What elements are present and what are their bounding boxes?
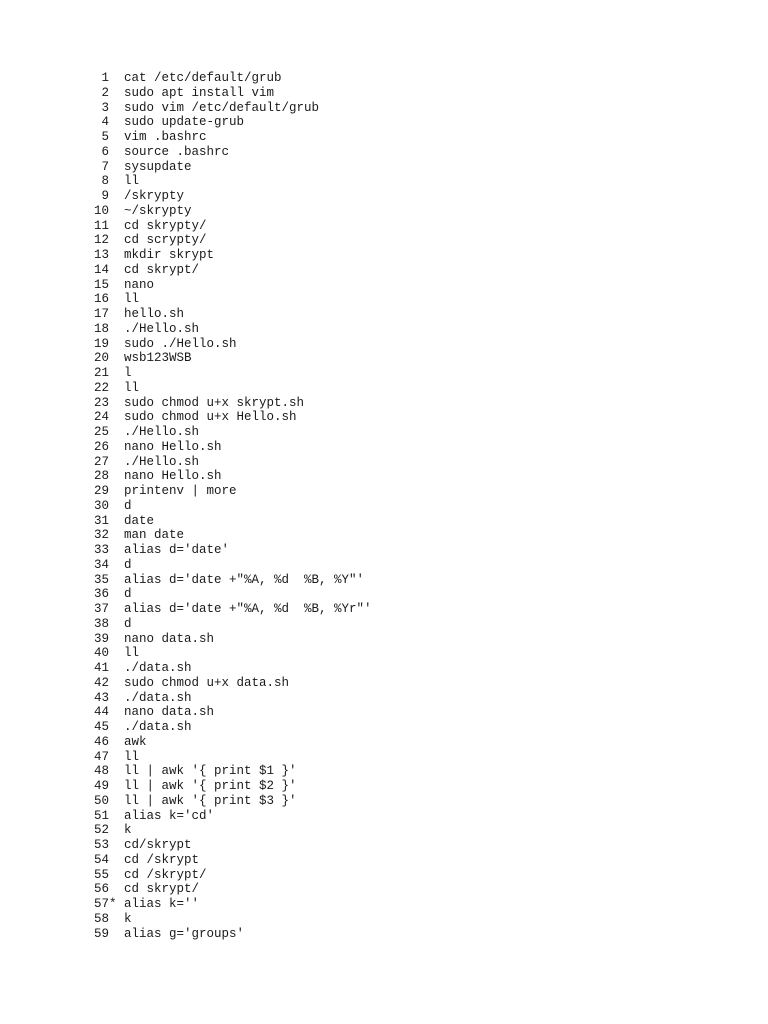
command-text: d — [124, 498, 132, 513]
command-text: sudo update-grub — [124, 115, 245, 130]
history-line — [88, 263, 372, 278]
history-line — [88, 720, 372, 735]
history-line — [88, 425, 372, 440]
modified-marker — [109, 204, 124, 219]
line-number: 10 — [93, 203, 109, 218]
modified-marker — [109, 823, 124, 838]
history-line — [88, 691, 372, 706]
command-text: sudo chmod u+x data.sh — [124, 675, 290, 690]
history-line — [88, 514, 372, 529]
command-text: ./Hello.sh — [124, 425, 200, 439]
history-line — [88, 469, 372, 484]
line-number: 46 — [93, 734, 109, 749]
command-text: d — [124, 557, 132, 572]
command-text: cd/skrypt — [124, 838, 192, 852]
line-number: 35 — [93, 572, 109, 587]
command-text: cat /etc/default/grub — [124, 71, 282, 85]
modified-marker — [109, 337, 124, 352]
modified-marker — [109, 587, 124, 602]
history-line — [88, 632, 372, 647]
history-line — [88, 779, 372, 794]
modified-marker — [109, 396, 124, 411]
modified-marker — [109, 809, 124, 824]
modified-marker — [109, 86, 124, 101]
line-number: 23 — [93, 395, 109, 410]
command-text: wsb123WSB — [124, 351, 192, 366]
line-number: 16 — [93, 292, 109, 307]
modified-marker — [109, 646, 124, 661]
modified-marker — [109, 71, 124, 86]
modified-marker — [109, 292, 124, 307]
modified-marker — [109, 366, 124, 381]
modified-marker — [109, 838, 124, 853]
line-number: 15 — [93, 277, 109, 292]
command-text: sudo apt install vim — [124, 85, 275, 100]
command-text: awk — [124, 734, 147, 749]
command-text: man date — [124, 528, 185, 543]
history-line — [88, 233, 372, 248]
command-text: nano Hello.sh — [124, 439, 222, 454]
line-number: 59 — [93, 926, 109, 941]
history-line — [88, 115, 372, 130]
command-text: ll | awk '{ print $1 }' — [124, 764, 297, 779]
command-text: ./data.sh — [124, 661, 192, 675]
modified-marker — [109, 499, 124, 514]
modified-marker — [109, 469, 124, 484]
line-number: 25 — [93, 425, 109, 439]
line-number: 41 — [93, 661, 109, 675]
history-line — [88, 823, 372, 838]
command-text: ./Hello.sh — [124, 454, 200, 469]
line-number: 8 — [101, 174, 109, 189]
modified-marker — [109, 425, 124, 440]
history-line — [88, 927, 372, 942]
modified-marker — [109, 514, 124, 529]
history-line — [88, 381, 372, 396]
command-text: ll — [124, 292, 140, 307]
modified-marker — [109, 882, 124, 897]
history-line — [88, 587, 372, 602]
command-text: alias d='date +"%A, %d %B, %Y"' — [124, 572, 365, 587]
history-line — [88, 278, 372, 293]
command-text: sudo vim /etc/default/grub — [124, 100, 320, 115]
command-text: d — [124, 587, 132, 602]
history-line — [88, 838, 372, 853]
modified-marker — [109, 661, 124, 676]
command-text: alias g='groups' — [124, 926, 245, 941]
modified-marker — [109, 720, 124, 735]
history-line — [88, 573, 372, 588]
command-text: ./data.sh — [124, 720, 192, 734]
line-number: 30 — [93, 498, 109, 513]
line-number: 11 — [93, 218, 109, 233]
line-number: 27 — [93, 454, 109, 469]
line-number: 34 — [93, 557, 109, 572]
modified-marker — [109, 455, 124, 470]
command-text: nano data.sh — [124, 705, 215, 720]
modified-marker — [109, 602, 124, 617]
line-number: 4 — [101, 115, 109, 130]
modified-marker — [109, 853, 124, 868]
command-text: ll — [124, 749, 140, 764]
line-number: 39 — [93, 631, 109, 646]
modified-marker — [109, 484, 124, 499]
history-line — [88, 897, 372, 912]
line-number: 7 — [101, 159, 109, 174]
line-number: 52 — [93, 823, 109, 838]
line-number: 26 — [93, 439, 109, 454]
history-line — [88, 543, 372, 558]
history-line — [88, 440, 372, 455]
line-number: 22 — [93, 380, 109, 395]
line-number: 3 — [101, 100, 109, 115]
line-number: 38 — [93, 616, 109, 631]
modified-marker — [109, 248, 124, 263]
command-text: printenv | more — [124, 484, 237, 498]
command-text: ll | awk '{ print $2 }' — [124, 779, 297, 793]
command-text: ll — [124, 174, 140, 189]
history-line — [88, 617, 372, 632]
history-line — [88, 764, 372, 779]
command-text: vim .bashrc — [124, 130, 207, 144]
command-text: cd skrypt/ — [124, 262, 200, 277]
modified-marker — [109, 764, 124, 779]
history-line — [88, 366, 372, 381]
modified-marker — [109, 912, 124, 927]
modified-marker — [109, 868, 124, 883]
command-text: source .bashrc — [124, 144, 230, 159]
line-number: 55 — [93, 867, 109, 882]
history-line — [88, 219, 372, 234]
line-number: 9 — [101, 189, 109, 203]
history-line — [88, 337, 372, 352]
line-number: 29 — [93, 484, 109, 498]
modified-marker — [109, 676, 124, 691]
history-line — [88, 558, 372, 573]
history-line — [88, 809, 372, 824]
history-line — [88, 101, 372, 116]
history-line — [88, 160, 372, 175]
line-number: 6 — [101, 144, 109, 159]
command-text: nano data.sh — [124, 631, 215, 646]
history-line — [88, 868, 372, 883]
history-line — [88, 912, 372, 927]
modified-marker — [109, 381, 124, 396]
command-text: alias k='cd' — [124, 808, 215, 823]
line-number: 49 — [93, 779, 109, 793]
modified-marker — [109, 145, 124, 160]
history-line — [88, 853, 372, 868]
history-line — [88, 750, 372, 765]
modified-marker — [109, 130, 124, 145]
history-line — [88, 174, 372, 189]
line-number: 14 — [93, 262, 109, 277]
line-number: 21 — [93, 366, 109, 380]
modified-marker — [109, 322, 124, 337]
history-line — [88, 676, 372, 691]
modified-marker — [109, 233, 124, 248]
line-number: 54 — [93, 852, 109, 867]
command-text: ~/skrypty — [124, 203, 192, 218]
history-line — [88, 499, 372, 514]
line-number: 45 — [93, 720, 109, 734]
command-text: date — [124, 513, 155, 528]
command-text: ./Hello.sh — [124, 321, 200, 336]
modified-marker — [109, 263, 124, 278]
line-number: 13 — [93, 248, 109, 262]
history-line — [88, 410, 372, 425]
command-text: hello.sh — [124, 307, 185, 321]
command-text: l — [124, 366, 132, 380]
command-text: cd /skrypt/ — [124, 867, 207, 882]
command-text: k — [124, 823, 132, 838]
line-number: 44 — [93, 705, 109, 720]
line-number: 2 — [101, 85, 109, 100]
modified-marker — [109, 750, 124, 765]
command-text: sudo ./Hello.sh — [124, 336, 237, 351]
history-line — [88, 602, 372, 617]
line-number: 53 — [93, 838, 109, 852]
history-line — [88, 882, 372, 897]
line-number: 48 — [93, 764, 109, 779]
command-text: sysupdate — [124, 159, 192, 174]
command-text: cd skrypty/ — [124, 218, 207, 233]
history-line — [88, 248, 372, 263]
modified-marker — [109, 278, 124, 293]
history-line — [88, 351, 372, 366]
line-number: 17 — [93, 307, 109, 321]
history-line — [88, 484, 372, 499]
modified-marker — [109, 691, 124, 706]
history-line — [88, 86, 372, 101]
modified-marker — [109, 528, 124, 543]
line-number: 18 — [93, 321, 109, 336]
history-line — [88, 307, 372, 322]
command-text: sudo chmod u+x skrypt.sh — [124, 395, 305, 410]
modified-marker — [109, 632, 124, 647]
command-history-list — [88, 71, 372, 941]
command-text: alias d='date +"%A, %d %B, %Yr"' — [124, 602, 372, 616]
modified-marker — [109, 351, 124, 366]
line-number: 47 — [93, 749, 109, 764]
command-text: ll | awk '{ print $3 }' — [124, 793, 297, 808]
modified-marker — [109, 219, 124, 234]
line-number: 20 — [93, 351, 109, 366]
command-text: nano Hello.sh — [124, 469, 222, 484]
history-line — [88, 661, 372, 676]
line-number: 32 — [93, 528, 109, 543]
modified-marker — [109, 307, 124, 322]
command-text: /skrypty — [124, 189, 185, 203]
modified-marker — [109, 794, 124, 809]
history-line — [88, 705, 372, 720]
line-number: 36 — [93, 587, 109, 602]
command-text: k — [124, 911, 132, 926]
history-line — [88, 396, 372, 411]
line-number: 43 — [93, 690, 109, 705]
modified-marker: * — [109, 897, 117, 911]
history-line — [88, 189, 372, 204]
command-text: nano — [124, 277, 155, 292]
history-line — [88, 528, 372, 543]
modified-marker — [109, 779, 124, 794]
command-text: cd scrypty/ — [124, 233, 207, 248]
command-text: cd skrypt/ — [124, 882, 200, 897]
history-line — [88, 204, 372, 219]
history-line — [88, 145, 372, 160]
command-text: ll — [124, 380, 140, 395]
modified-marker — [109, 174, 124, 189]
line-number: 1 — [101, 71, 109, 85]
modified-marker — [109, 617, 124, 632]
modified-marker — [109, 410, 124, 425]
modified-marker — [109, 573, 124, 588]
modified-marker — [109, 543, 124, 558]
line-number: 56 — [93, 882, 109, 897]
command-text: ll — [124, 646, 140, 661]
line-number: 19 — [93, 336, 109, 351]
modified-marker — [109, 558, 124, 573]
command-text: alias k='' — [124, 897, 200, 911]
modified-marker — [109, 927, 124, 942]
command-text: d — [124, 616, 132, 631]
line-number: 58 — [93, 911, 109, 926]
line-number: 42 — [93, 675, 109, 690]
history-line — [88, 322, 372, 337]
line-number: 28 — [93, 469, 109, 484]
line-number: 37 — [93, 602, 109, 616]
modified-marker — [109, 189, 124, 204]
line-number: 33 — [93, 543, 109, 557]
modified-marker — [109, 440, 124, 455]
modified-marker — [109, 160, 124, 175]
history-line — [88, 646, 372, 661]
modified-marker — [109, 115, 124, 130]
history-line — [88, 794, 372, 809]
command-text: mkdir skrypt — [124, 248, 215, 262]
line-number: 51 — [93, 808, 109, 823]
modified-marker — [109, 101, 124, 116]
line-number: 24 — [93, 410, 109, 425]
command-text: cd /skrypt — [124, 852, 200, 867]
history-line — [88, 292, 372, 307]
history-line — [88, 71, 372, 86]
command-text: ./data.sh — [124, 690, 192, 705]
modified-marker — [109, 735, 124, 750]
line-number: 57 — [93, 897, 109, 911]
line-number: 40 — [93, 646, 109, 661]
history-line — [88, 455, 372, 470]
modified-marker — [109, 705, 124, 720]
history-line — [88, 735, 372, 750]
command-text: sudo chmod u+x Hello.sh — [124, 410, 297, 425]
line-number: 12 — [93, 233, 109, 248]
command-text: alias d='date' — [124, 543, 230, 557]
line-number: 5 — [101, 130, 109, 144]
line-number: 50 — [93, 793, 109, 808]
history-line — [88, 130, 372, 145]
line-number: 31 — [93, 513, 109, 528]
